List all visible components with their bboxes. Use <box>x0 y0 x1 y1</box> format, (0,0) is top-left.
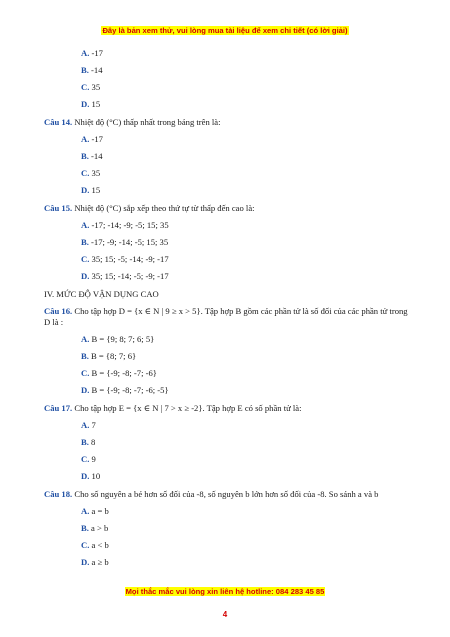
option-a: A. -17 <box>81 48 103 58</box>
option-b: B. B = {8; 7; 6} <box>81 351 137 361</box>
option-c: C. 35; 15; -5; -14; -9; -17 <box>81 254 169 264</box>
question-18: Câu 18. Cho số nguyên a bé hơn số đối của -8, số nguyên b lớn hơn số đối của -8. So sánh a và b <box>44 489 379 499</box>
section-heading: IV. MỨC ĐỘ VẬN DỤNG CAO <box>44 289 159 299</box>
option-d: D. a ≥ b <box>81 557 109 567</box>
option-c: C. 9 <box>81 454 96 464</box>
question-14: Câu 14. Nhiệt độ (°C) thấp nhất trong bảng trên là: <box>44 117 221 127</box>
option-c: C. 35 <box>81 82 101 92</box>
option-b: B. -14 <box>81 151 103 161</box>
question-16: Câu 16. Cho tập hợp D = {x ∈ N | 9 ≥ x > 5}. Tập hợp B gồm các phần tử là số đối của các phần tử trong D là : <box>44 306 408 327</box>
option-a: A. a = b <box>81 506 109 516</box>
preview-notice-banner <box>0 20 450 38</box>
option-b: B. 8 <box>81 437 96 447</box>
option-b: B. -14 <box>81 65 103 75</box>
option-c: C. 35 <box>81 168 101 178</box>
option-d: D. 35; 15; -14; -5; -9; -17 <box>81 271 169 281</box>
option-c: C. B = {-9; -8; -7; -6} <box>81 368 157 378</box>
option-a: A. -17 <box>81 134 103 144</box>
hotline-text: Mọi thắc mắc vui lòng xin liên hệ hotline: 084 283 45 85 <box>125 587 325 596</box>
hotline-footer <box>0 581 450 599</box>
question-15: Câu 15. Nhiệt độ (°C) sắp xếp theo thứ tự từ thấp đến cao là: <box>44 203 255 213</box>
option-b: B. -17; -9; -14; -5; 15; 35 <box>81 237 169 247</box>
page-number: 4 <box>222 610 228 619</box>
option-a: A. B = {9; 8; 7; 6; 5} <box>81 334 155 344</box>
option-b: B. a > b <box>81 523 109 533</box>
option-a: A. -17; -14; -9; -5; 15; 35 <box>81 220 169 230</box>
option-d: D. 15 <box>81 185 101 195</box>
option-c: C. a < b <box>81 540 109 550</box>
option-d: D. B = {-9; -8; -7; -6; -5} <box>81 385 169 395</box>
option-d: D. 15 <box>81 99 101 109</box>
question-17: Câu 17. Cho tập hợp E = {x ∈ N | 7 > x ≥ -2}. Tập hợp E có số phần tử là: <box>44 403 302 413</box>
preview-notice-text: Đây là bản xem thử, vui lòng mua tài liệu để xem chi tiết (có lời giải) <box>102 26 348 35</box>
option-a: A. 7 <box>81 420 96 430</box>
option-d: D. 10 <box>81 471 101 481</box>
